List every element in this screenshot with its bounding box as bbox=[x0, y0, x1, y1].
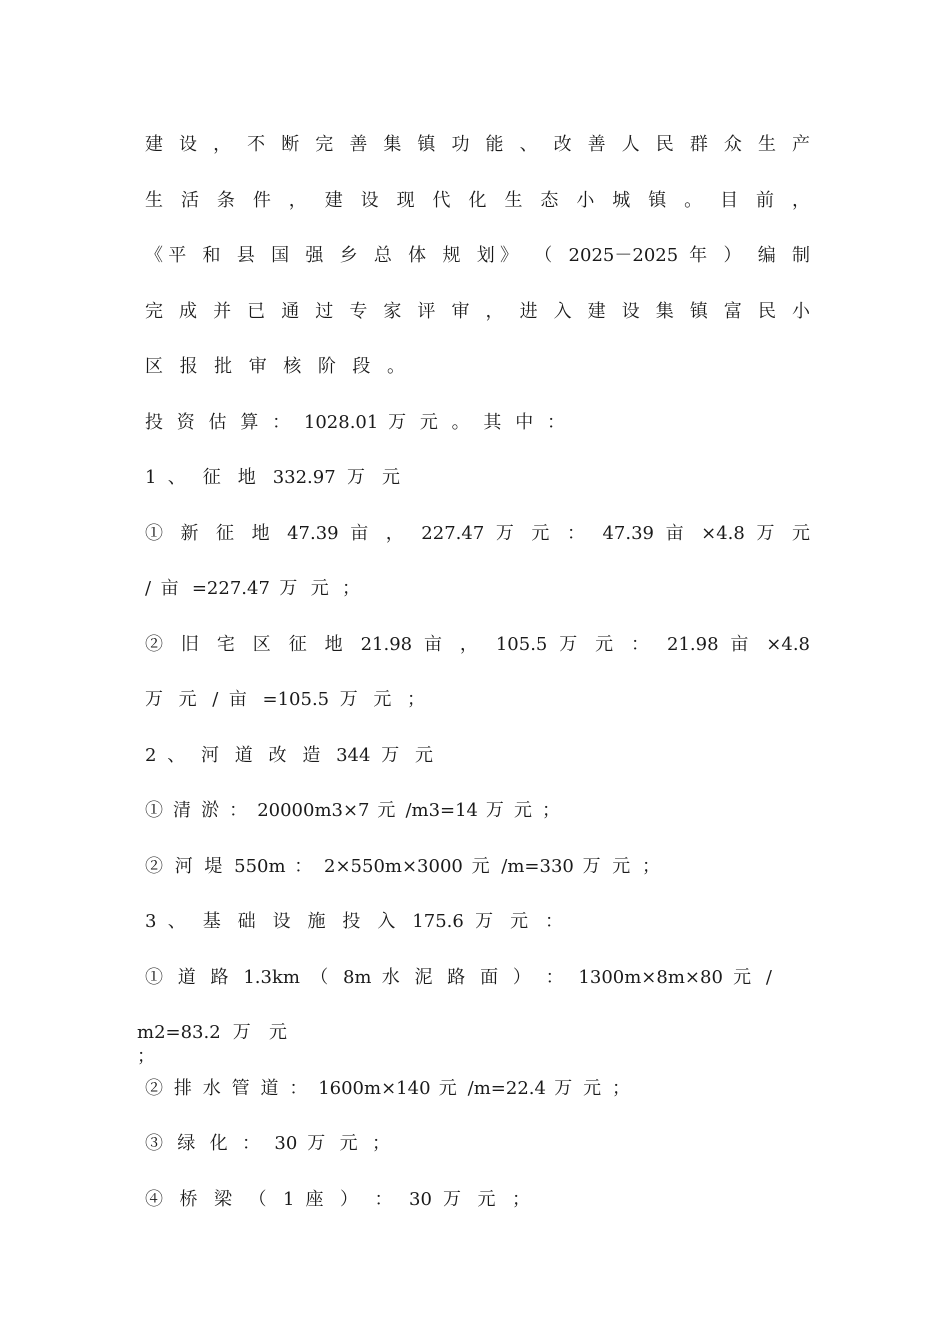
paragraph-line: 《平 和 县 国 强 乡 总 体 规 划》 （ 2025－2025 年 ） 编 制 bbox=[145, 245, 810, 266]
list-item: ② 河 堤 550m ： 2×550m×3000 元 /m=330 万 元 ； bbox=[145, 856, 660, 877]
list-item-continuation: m2=83.2 万 元 ； bbox=[137, 1022, 287, 1067]
paragraph-line: 生 活 条 件 ， 建 设 现 代 化 生 态 小 城 镇 。 目 前 ， bbox=[145, 190, 810, 211]
section-heading-river: 2 、 河 道 改 造 344 万 元 bbox=[145, 745, 433, 766]
section-heading-infrastructure: 3 、 基 础 设 施 投 入 175.6 万 元 ： bbox=[145, 911, 563, 932]
section-heading-land: 1 、 征 地 332.97 万 元 bbox=[145, 467, 400, 488]
list-item-continuation: / 亩 =227.47 万 元 ； bbox=[145, 578, 360, 599]
paragraph-line: 完 成 并 已 通 过 专 家 评 审 ， 进 入 建 设 集 镇 富 民 小 bbox=[145, 301, 810, 322]
list-item: ① 道 路 1.3km （ 8m 水 泥 路 面 ） ： 1300m×8m×80 元 / bbox=[145, 967, 772, 988]
paragraph-line: 区 报 批 审 核 阶 段 。 bbox=[145, 356, 405, 377]
list-item: ③ 绿 化 ： 30 万 元 ； bbox=[145, 1133, 390, 1154]
paragraph-line: 建 设 ， 不 断 完 善 集 镇 功 能 、 改 善 人 民 群 众 生 产 bbox=[145, 134, 810, 155]
list-item: ② 排 水 管 道 ： 1600m×140 元 /m=22.4 万 元 ； bbox=[145, 1078, 630, 1099]
list-item: ② 旧 宅 区 征 地 21.98 亩 ， 105.5 万 元 ： 21.98 亩 ×4.8 bbox=[145, 634, 810, 655]
investment-estimate-line: 投 资 估 算 ： 1028.01 万 元 。 其 中 ： bbox=[145, 412, 565, 433]
list-item-continuation: 万 元 / 亩 =105.5 万 元 ； bbox=[145, 689, 425, 710]
list-item: ④ 桥 梁 （ 1 座 ） ： 30 万 元 ； bbox=[145, 1189, 530, 1210]
list-item: ① 新 征 地 47.39 亩 ， 227.47 万 元 ： 47.39 亩 ×4.8 万 元 bbox=[145, 523, 810, 544]
list-item: ① 清 淤 ： 20000m3×7 元 /m3=14 万 元 ； bbox=[145, 800, 560, 821]
